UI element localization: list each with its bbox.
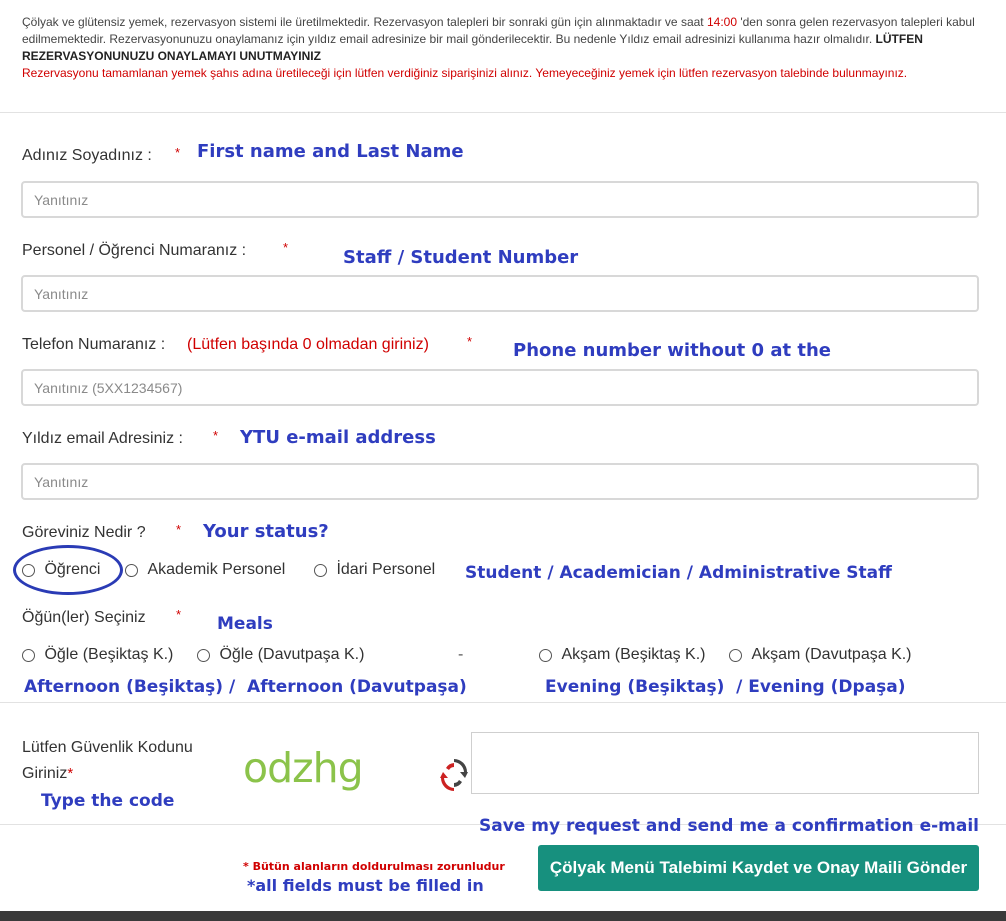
phone-input[interactable] xyxy=(21,369,979,406)
notice-confirm-reminder: LÜTFEN REZERVASYONUNUZU ONAYLAMAYI UNUTMAYINIZ xyxy=(22,32,923,63)
notice-text-1: Çölyak ve glütensiz yemek, rezervasyon sistemi ile üretilmektedir. Rezervasyon talepleri bir sonraki gün için alınmaktadır ve saat xyxy=(22,15,707,29)
captcha-label-line2: Giriniz xyxy=(22,765,68,782)
notice-warning: Rezervasyonu tamamlanan yemek şahıs adına üretileceği için lütfen verdiğiniz siparişinizi alınız. Yemeyeceğiniz yemek için lütfen rezervasyon talebinde bulunmayınız. xyxy=(22,66,908,80)
meals-annotation-left: Afternoon (Beşiktaş) / Afternoon (Davutpaşa) xyxy=(24,677,467,697)
meals-annotation: Meals xyxy=(217,614,273,634)
phone-format-note: (Lütfen başında 0 olmadan giriniz) xyxy=(187,336,429,353)
captcha-annotation: Type the code xyxy=(41,791,175,811)
meals-annotation-right: Evening (Beşiktaş) / Evening (Dpaşa) xyxy=(545,677,906,697)
required-marker: * xyxy=(176,522,182,537)
required-marker: * xyxy=(175,145,181,160)
captcha-image: odzhg xyxy=(243,744,363,792)
number-annotation: Staff / Student Number xyxy=(343,247,579,268)
meal-option-label: Öğle (Davutpaşa K.) xyxy=(219,646,365,663)
required-marker: * xyxy=(467,334,473,349)
status-option-academic[interactable] xyxy=(125,561,285,579)
phone-annotation-line1: Phone number without 0 at the xyxy=(513,340,831,361)
status-option-admin[interactable] xyxy=(314,561,435,579)
required-marker: * xyxy=(283,240,289,255)
radio-icon[interactable] xyxy=(125,564,138,577)
bottom-bar xyxy=(0,911,1006,921)
checkbox-icon[interactable] xyxy=(22,649,35,662)
meal-option-lunch-davutpasa[interactable] xyxy=(197,646,364,664)
email-placeholder: Yanıtınız xyxy=(34,474,89,490)
number-input[interactable] xyxy=(21,275,979,312)
status-annotation: Your status? xyxy=(203,521,329,542)
status-option-label: Akademik Personel xyxy=(147,561,286,578)
name-label: Adınız Soyadınız : xyxy=(22,147,152,164)
name-input[interactable] xyxy=(21,181,979,218)
name-placeholder: Yanıtınız xyxy=(34,192,89,208)
submit-button[interactable]: Çölyak Menü Talebimi Kaydet ve Onay Maili Gönder xyxy=(538,845,979,891)
required-marker: * xyxy=(213,428,219,443)
number-placeholder: Yanıtınız xyxy=(34,286,89,302)
checkbox-icon[interactable] xyxy=(729,649,742,662)
meal-option-label: Akşam (Davutpaşa K.) xyxy=(751,646,912,663)
captcha-label-line1: Lütfen Güvenlik Kodunu xyxy=(22,739,193,756)
required-marker: * xyxy=(176,607,182,622)
submit-annotation: Save my request and send me a confirmation e-mail xyxy=(479,816,979,836)
status-label: Göreviniz Nedir ? xyxy=(22,524,146,541)
info-notice xyxy=(22,14,982,82)
notice-text-2: 'den sonra gelen rezervasyon talepleri kabul edilmemektedir. Rezervasyonunuzu onaylamanız için yıldız email adresinize bir mail gönderilecektir. Bu nedenle Yıldız email adresinizi kullanıma hazır olmalıdır. xyxy=(22,15,975,46)
email-label: Yıldız email Adresiniz : xyxy=(22,430,183,447)
required-fields-note-en: *all fields must be filled in xyxy=(247,876,484,895)
meal-option-lunch-besiktas[interactable] xyxy=(22,646,173,664)
required-marker: * xyxy=(67,765,74,782)
meals-label: Öğün(ler) Seçiniz xyxy=(22,609,146,626)
captcha-label xyxy=(22,735,193,787)
radio-icon[interactable] xyxy=(22,564,35,577)
status-option-student[interactable] xyxy=(22,561,100,579)
number-label: Personel / Öğrenci Numaranız : xyxy=(22,242,247,259)
status-option-label: İdari Personel xyxy=(336,561,436,578)
phone-placeholder: Yanıtınız (5XX1234567) xyxy=(34,380,183,396)
checkbox-icon[interactable] xyxy=(197,649,210,662)
status-option-label: Öğrenci xyxy=(44,561,101,578)
email-input[interactable] xyxy=(21,463,979,500)
meal-option-dinner-davutpasa[interactable] xyxy=(729,646,912,664)
section-divider xyxy=(0,702,1006,703)
checkbox-icon[interactable] xyxy=(539,649,552,662)
section-divider xyxy=(0,112,1006,113)
name-annotation: First name and Last Name xyxy=(197,141,464,162)
meal-separator: - xyxy=(458,646,464,663)
email-annotation: YTU e-mail address xyxy=(240,427,436,448)
required-fields-note: * Bütün alanların doldurulması zorunludur xyxy=(243,860,505,873)
meal-option-label: Öğle (Beşiktaş K.) xyxy=(44,646,174,663)
status-options-annotation: Student / Academician / Administrative Staff xyxy=(465,563,892,583)
meal-option-dinner-besiktas[interactable] xyxy=(539,646,705,664)
meal-option-label: Akşam (Beşiktaş K.) xyxy=(561,646,706,663)
radio-icon[interactable] xyxy=(314,564,327,577)
refresh-icon[interactable] xyxy=(440,758,468,792)
phone-label: Telefon Numaranız : xyxy=(22,336,166,353)
notice-deadline-time: 14:00 xyxy=(706,15,737,29)
captcha-input[interactable] xyxy=(471,732,979,794)
